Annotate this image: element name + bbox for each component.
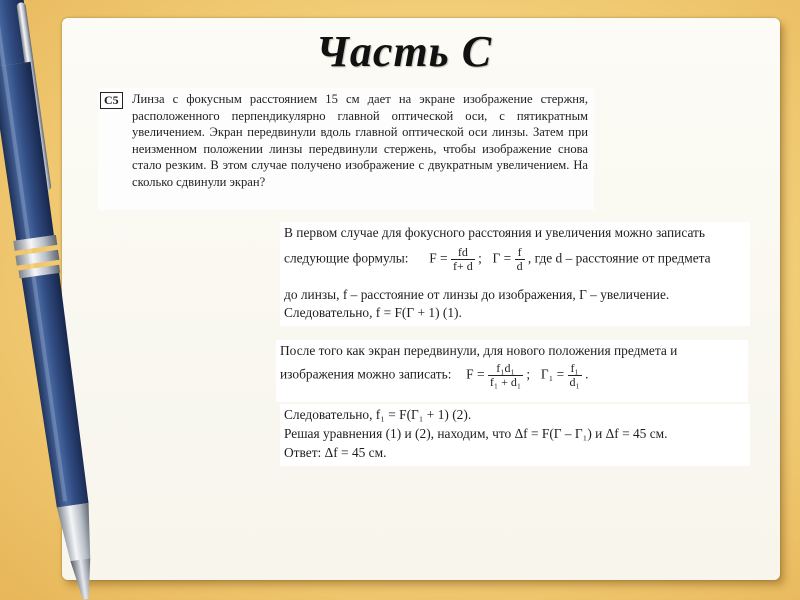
after-move-intro: После того как экран передвинули, для нового положения предмета и [280,343,678,358]
formula-separator: ; [478,250,482,266]
focal-formula-lhs: F = [429,250,448,266]
focal-numerator: fd [457,245,468,259]
magnification-denominator-2: d₁ [569,375,580,389]
problem-statement [98,88,594,210]
solving-result: Решая уравнения (1) и (2), находим, что Δf = F(Г – Г₁) и Δf = 45 см. [284,426,668,441]
formula-separator-2: ; [526,366,531,382]
variables-explanation: до линзы, f – расстояние от линзы до изображения, Г – увеличение. [284,287,670,302]
second-formulas [280,362,588,389]
focal-formula-2-lhs: F = [466,366,485,382]
focal-denominator-2: f₁ + d₁ [489,375,522,389]
magnification-formula-2-lhs: Г₁ = [540,366,565,382]
equation-2: Следовательно, f₁ = F(Г₁ + 1) (2). [284,407,472,422]
problem-text: Линза с фокусным расстоянием 15 см дает на экране изображение стержня, расположенного перпендикулярно главной оптической оси, с пятикратным увеличением. Экран передвинули вдоль главной оптической оси линзы. Затем при неизменном положении линзы передвинули стержень, чтобы изображение снова стало резким. В этом случае получено изображение с двукратным увеличением. На сколько сдвинули экран? [132,92,588,189]
after-suffix: . [585,366,589,382]
magnification-formula-lhs: Г = [492,250,512,266]
focal-numerator-2: f₁d₁ [496,361,515,375]
magnification-fraction [515,246,525,273]
solution-part-2 [276,340,748,402]
formulas-prefix: следующие формулы: [284,250,409,266]
first-formulas [284,246,711,273]
pen-icon [0,0,140,600]
magnification-numerator-2: f₁ [570,361,579,375]
magnification-numerator: f [517,245,522,259]
slide-title: Часть С [316,27,493,76]
focal-fraction-2 [488,362,523,389]
solution-part-3 [280,404,750,466]
after-prefix: изображения можно записать: [280,366,452,382]
formulas-suffix: , где d – расстояние от предмета [527,250,711,266]
magnification-denominator: d [516,259,523,273]
focal-fraction [451,246,475,273]
answer: Ответ: Δf = 45 см. [284,445,387,460]
magnification-fraction-2 [568,362,582,389]
focal-denominator: f+ d [452,259,473,273]
problem-label: C5 [100,92,123,109]
solution-part-1 [280,222,750,326]
equation-1: Следовательно, f = F(Г + 1) (1). [284,305,462,320]
solution-intro: В первом случае для фокусного расстояния и увеличения можно записать [284,225,706,240]
